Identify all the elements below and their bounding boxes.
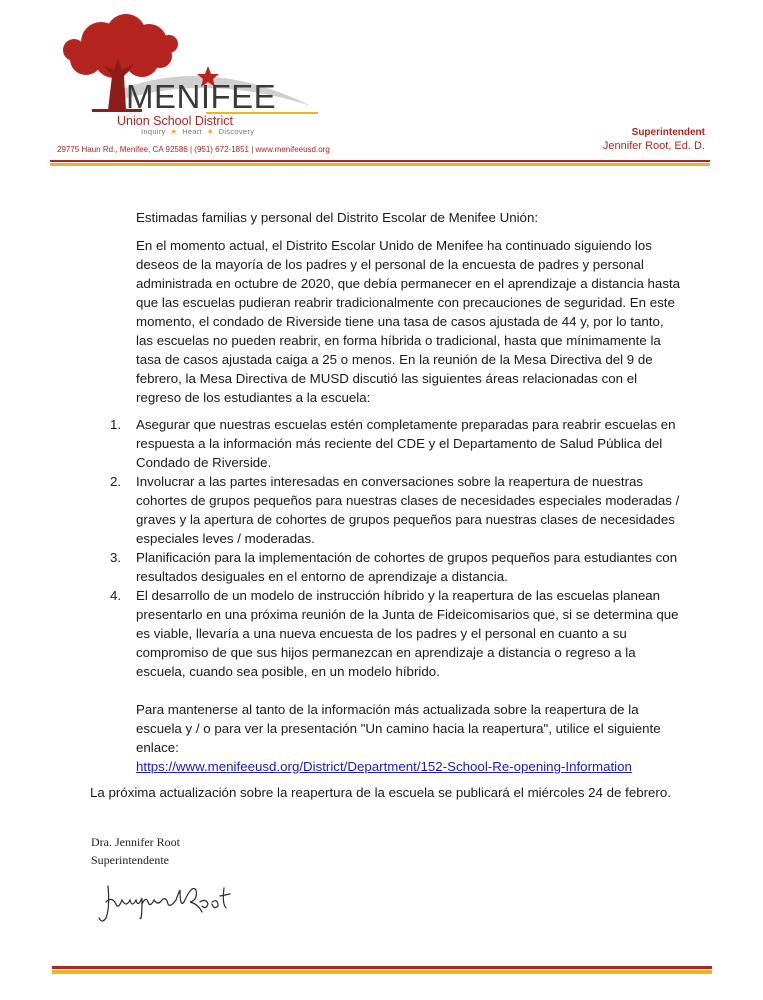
district-tagline: Inquiry ★ Heart ★ Discovery bbox=[141, 127, 255, 136]
footer-divider bbox=[52, 966, 712, 975]
district-address: 29775 Haun Rd., Menifee, CA 92586 | (951) 672-1851 | www.menifeeusd.org bbox=[57, 145, 330, 154]
superintendent-name: Jennifer Root, Ed. D. bbox=[602, 140, 705, 152]
list-item bbox=[110, 472, 681, 548]
superintendent-block bbox=[603, 127, 705, 152]
tagline-word: Heart bbox=[182, 127, 203, 136]
list-item bbox=[110, 548, 681, 586]
signer-title: Superintendente bbox=[91, 853, 169, 867]
next-update-note: La próxima actualización sobre la reapertura de la escuela se publicará el miércoles 24 de febrero. bbox=[90, 785, 671, 800]
list-number: 2. bbox=[110, 474, 122, 489]
list-item-text: Planificación para la implementación de cohortes de grupos pequeños para estudiantes con resultados desiguales en el entorno de aprendizaje a distancia. bbox=[136, 550, 678, 584]
district-name: MENIFEE bbox=[126, 78, 277, 115]
list-item bbox=[110, 415, 681, 472]
letter-intro: En el momento actual, el Distrito Escolar Unido de Menifee ha continuado siguiendo los deseos de la mayoría de los padres y el personal de la encuesta de padres y personal administrada en octubre de 2020, que debía permanecer en el aprendizaje a distancia hasta que las escuelas pudieran reabrir tradicionalmente con precauciones de seguridad. En este momento, el condado de Riverside tiene una tasa de casos ajustada de 44 y, por lo tanto, las escuelas no pueden reabrir, en forma híbrida o tradicional, hasta que mínimamente la tasa de casos ajustada caiga a 25 o menos. En la reunión de la Mesa Directiva del 9 de febrero, la Mesa Directiva de MUSD discutió las siguientes áreas relacionadas con el regreso de los estudiantes a la escuela: bbox=[136, 238, 681, 405]
topics-list bbox=[110, 415, 681, 681]
reopening-info-link[interactable]: https://www.menifeeusd.org/District/Department/152-School-Re-opening-Information bbox=[136, 759, 632, 774]
list-number: 4. bbox=[110, 588, 122, 603]
list-item-text: Involucrar a las partes interesadas en conversaciones sobre la reapertura de nuestras cohortes de grupos pequeños para nuestras clases de necesidades especiales moderadas / graves y la apertura de cohortes de grupos pequeños para nuestras clases de necesidades especiales leves / moderadas. bbox=[136, 474, 680, 546]
district-subtitle: Union School District bbox=[117, 114, 234, 128]
list-number: 1. bbox=[110, 417, 122, 432]
signer-name: Dra. Jennifer Root bbox=[91, 835, 180, 849]
signature-block bbox=[91, 833, 180, 869]
superintendent-title: Superintendent bbox=[631, 127, 705, 138]
tagline-word: Discovery bbox=[218, 127, 255, 136]
info-paragraph: Para mantenerse al tanto de la información más actualizada sobre la reapertura de la escuela y / o para ver la presentación "Un camino hacia la reapertura", utilice el siguiente enlace: bbox=[136, 702, 661, 755]
letter-body bbox=[110, 208, 681, 776]
list-item-text: El desarrollo de un modelo de instrucción híbrido y la reapertura de las escuelas planean presentarlo en una próxima reunión de la Junta de Fideicomisarios que, si se determina que es viable, llevaría a una nueva encuesta de los padres y el personal en cuanto a su compromiso de que sus hijos permanezcan en aprendizaje a distancia o regreso a la escuela, cuando sea posible, en un modelo híbrido. bbox=[136, 588, 679, 679]
list-item bbox=[110, 586, 681, 681]
list-number: 3. bbox=[110, 550, 122, 565]
letter-greeting: Estimadas familias y personal del Distrito Escolar de Menifee Unión: bbox=[136, 210, 539, 225]
list-item-text: Asegurar que nuestras escuelas estén completamente preparadas para reabrir escuelas en respuesta a la información más reciente del CDE y el Departamento de Salud Pública del Condado de Riverside. bbox=[136, 417, 676, 470]
tagline-word: Inquiry bbox=[141, 127, 166, 136]
header-divider bbox=[50, 160, 710, 166]
handwritten-signature bbox=[96, 878, 231, 928]
